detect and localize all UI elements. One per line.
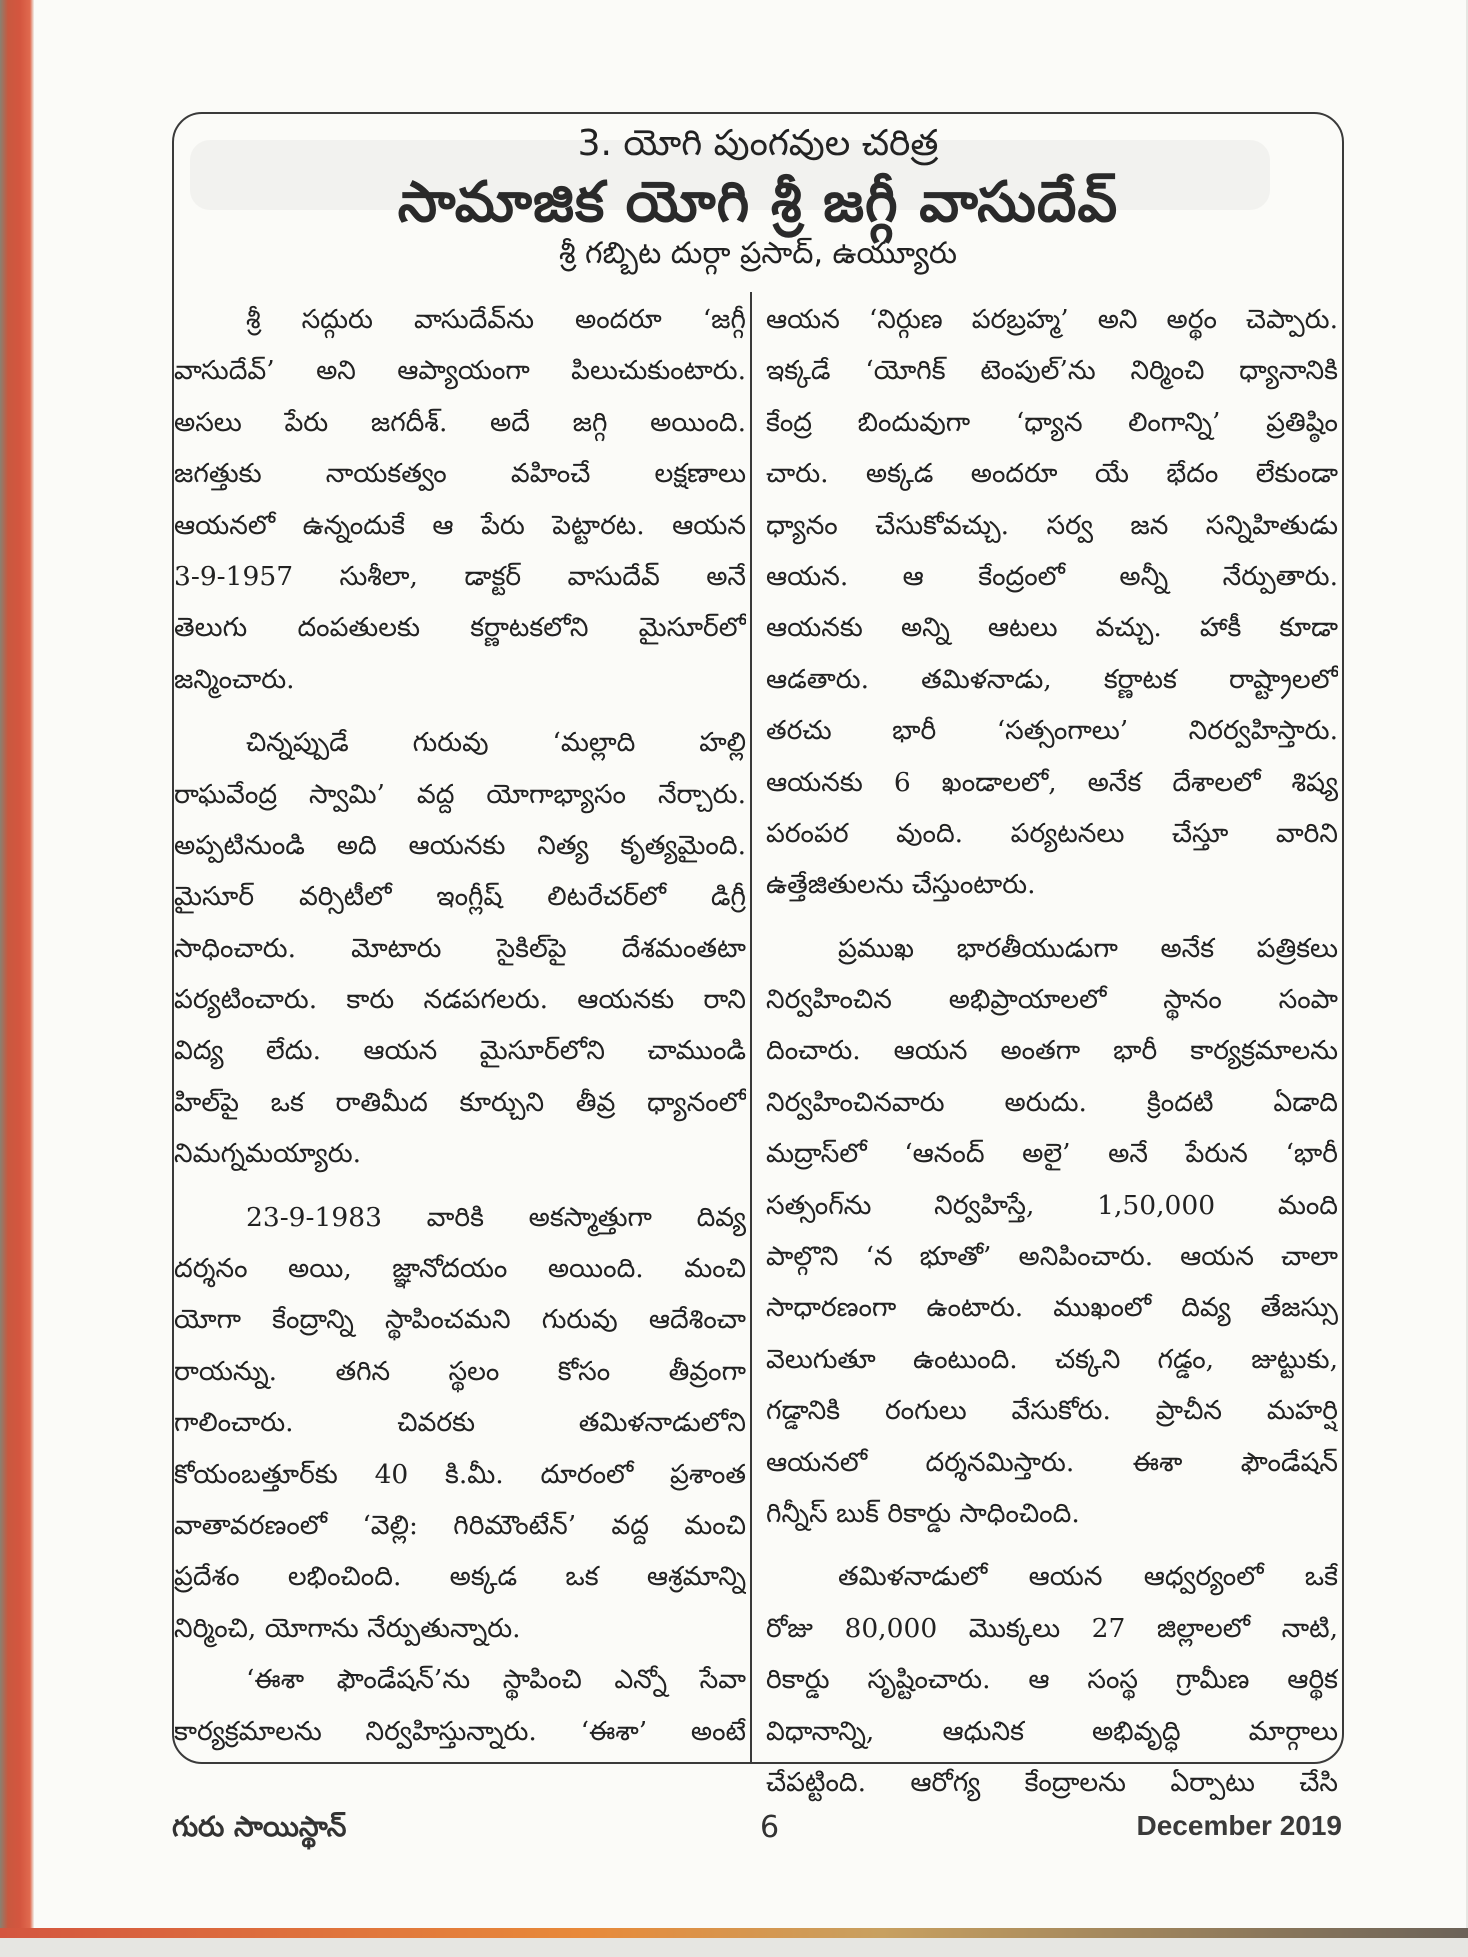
text-line: రికార్డు సృష్టించారు. ఆ సంస్థ గ్రామీణ ఆర్థిక [766, 1664, 1338, 1696]
text-line: ఆయనకు 6 ఖండాలలో, అనేక దేశాలలో శిష్య [766, 766, 1338, 798]
text-line: వాతావరణంలో ‘వెల్లి: గిరిమౌంటేన్’ వద్ద మంచి [174, 1509, 746, 1541]
text-line: ఆయన. ఆ కేంద్రంలో అన్నీ నేర్పుతారు. [766, 560, 1338, 592]
text-line: ధ్యానం చేసుకోవచ్చు. సర్వ జన సన్నిహితుడు [766, 509, 1338, 541]
page-bottom-edge [0, 1928, 1468, 1938]
text-line: మైసూర్ వర్సిటీలో ఇంగ్లీష్ లిటరేచర్‌లో డిగ్రీ [174, 881, 746, 913]
text-line: ఆయనకు అన్ని ఆటలు వచ్చు. హాకీ కూడా [766, 612, 1338, 644]
text-line: 23-9-1983 వారికి అకస్మాత్తుగా దివ్య [246, 1201, 746, 1233]
text-line: జగత్తుకు నాయకత్వం వహించే లక్షణాలు [174, 458, 746, 490]
article-title: సామాజిక యోగి శ్రీ జగ్గీ వాసుదేవ్ [397, 170, 1119, 235]
text-line: ‘ఈశా ఫౌండేషన్’ను స్థాపించి ఎన్నో సేవా [246, 1664, 746, 1696]
text-line: ఆయనలో ఉన్నందుకే ఆ పేరు పెట్టారట. ఆయన [174, 509, 746, 541]
right-column [766, 294, 1338, 1808]
article-author: శ్రీ గబ్బిట దుర్గా ప్రసాద్, ఉయ్యూరు [559, 236, 957, 271]
text-line: నిమగ్నమయ్యారు. [174, 1138, 362, 1170]
text-line: ఆడతారు. తమిళనాడు, కర్ణాటక రాష్ట్రాలలో [766, 663, 1338, 695]
text-line: సత్సంగ్‌ను నిర్వహిస్తే, 1,50,000 మంది [766, 1189, 1338, 1221]
text-line: విధానాన్ని, ఆధునిక అభివృద్ధి మార్గాలు [766, 1715, 1338, 1747]
text-line: ప్రదేశం లభించింది. అక్కడ ఒక ఆశ్రమాన్ని [174, 1561, 746, 1593]
series-heading: 3. యోగి పుంగవుల చరిత్ర [577, 123, 939, 164]
paragraph-gap [766, 1539, 1338, 1551]
text-line: 3-9-1957 సుశీలా, డాక్టర్ వాసుదేవ్ అనే [174, 560, 746, 592]
text-line: వాసుదేవ్’ అని ఆప్యాయంగా పిలుచుకుంటారు. [174, 355, 746, 387]
text-line: విద్య లేదు. ఆయన మైసూర్‌లోని చాముండి [174, 1035, 746, 1067]
text-line: ప్రముఖ భారతీయుడుగా అనేక పత్రికలు [838, 932, 1338, 964]
text-line: ఉత్తేజితులను చేస్తుంటారు. [766, 869, 1036, 901]
magazine-name: గురు సాయిస్థాన్ [172, 1810, 347, 1843]
text-line: గడ్డానికి రంగులు వేసుకోరు. ప్రాచీన మహర్షి [766, 1395, 1338, 1427]
left-column [174, 294, 746, 1757]
issue-date: December 2019 [1136, 1810, 1342, 1841]
text-line: మద్రాస్‌లో ‘ఆనంద్ అలై’ అనే పేరున ‘భారీ [766, 1138, 1338, 1170]
text-line: అప్పటినుండి అది ఆయనకు నిత్య కృత్యమైంది. [174, 829, 746, 861]
text-line: సాధారణంగా ఉంటారు. ముఖంలో దివ్య తేజస్సు [766, 1292, 1338, 1324]
cover-edge [0, 0, 34, 1935]
text-line: పాల్గొని ‘న భూతో’ అనిపించారు. ఆయన చాలా [766, 1241, 1338, 1273]
text-line: వెలుగుతూ ఉంటుంది. చక్కని గడ్డం, జుట్టుకు, [766, 1343, 1338, 1375]
text-line: చారు. అక్కడ అందరూ యే భేదం లేకుండా [766, 458, 1338, 490]
paragraph-gap [174, 705, 746, 717]
text-line: నిర్మించి, యోగాను నేర్పుతున్నారు. [174, 1612, 521, 1644]
column-divider [750, 292, 752, 1762]
text-line: అసలు పేరు జగదీశ్. అదే జగ్గి అయింది. [174, 406, 746, 438]
text-line: తమిళనాడులో ఆయన ఆధ్వర్యంలో ఒకే [838, 1561, 1338, 1593]
text-line: రాయన్ను. తగిన స్థలం కోసం తీవ్రంగా [174, 1355, 746, 1387]
text-line: రాఘవేంద్ర స్వామి’ వద్ద యోగాభ్యాసం నేర్చారు. [174, 778, 746, 810]
text-line: ఆయనలో దర్శనమిస్తారు. ఈశా ఫౌండేషన్ [766, 1446, 1338, 1478]
text-line: దర్శనం అయి, జ్ఞానోదయం అయింది. మంచి [174, 1253, 746, 1285]
text-line: గిన్నీస్ బుక్ రికార్డు సాధించింది. [766, 1497, 1080, 1529]
text-line: ఇక్కడే ‘యోగిక్ టెంపుల్’ను నిర్మించి ధ్యానానికి [766, 355, 1338, 387]
paragraph-gap [174, 1180, 746, 1192]
text-line: సాధించారు. మోటారు సైకిల్‌పై దేశమంతటా [174, 932, 746, 964]
text-line: నిర్వహించిన అభిప్రాయాలలో స్థానం సంపా [766, 984, 1338, 1016]
text-line: పర్యటించారు. కారు నడపగలరు. ఆయనకు రాని [174, 984, 746, 1016]
text-line: రోజు 80,000 మొక్కలు 27 జిల్లాలలో నాటి, [766, 1612, 1338, 1644]
text-line: గాలించారు. చివరకు తమిళనాడులోని [174, 1407, 746, 1439]
text-line: పరంపర వుంది. పర్యటనలు చేస్తూ వారిని [766, 817, 1338, 849]
text-line: తరచు భారీ ‘సత్సంగాలు’ నిరర్వహిస్తారు. [766, 715, 1338, 747]
text-line: తెలుగు దంపతులకు కర్ణాటకలోని మైసూర్‌లో [174, 612, 746, 644]
text-line: జన్మించారు. [174, 663, 295, 695]
page-number: 6 [760, 1810, 780, 1845]
paragraph-gap [766, 911, 1338, 923]
text-line: యోగా కేంద్రాన్ని స్థాపించమని గురువు ఆదేశించా [174, 1304, 746, 1336]
text-line: చేపట్టింది. ఆరోగ్య కేంద్రాలను ఏర్పాటు చేసి [766, 1766, 1338, 1798]
text-line: శ్రీ సద్గురు వాసుదేవ్‌ను అందరూ ‘జగ్గీ [246, 304, 746, 335]
text-line: దించారు. ఆయన అంతగా భారీ కార్యక్రమాలను [766, 1035, 1338, 1067]
text-line: చిన్నప్పుడే గురువు ‘మల్లాది హల్లి [246, 727, 746, 759]
text-line: ఆయన ‘నిర్గుణ పరబ్రహ్మ’ అని అర్థం చెప్పారు. [766, 304, 1338, 335]
text-line: కార్యక్రమాలను నిర్వహిస్తున్నారు. ‘ఈశా’ అంటే [174, 1715, 746, 1747]
text-line: నిర్వహించినవారు అరుదు. క్రిందటి ఏడాది [766, 1086, 1338, 1118]
text-line: కోయంబత్తూర్‌కు 40 కి.మీ. దూరంలో ప్రశాంత [174, 1458, 746, 1490]
text-line: కేంద్ర బిందువుగా ‘ధ్యాన లింగాన్ని’ ప్రతిష్ఠిం [766, 406, 1338, 438]
text-line: హిల్‌పై ఒక రాతిమీద కూర్చుని తీవ్ర ధ్యానంలో [174, 1086, 746, 1118]
